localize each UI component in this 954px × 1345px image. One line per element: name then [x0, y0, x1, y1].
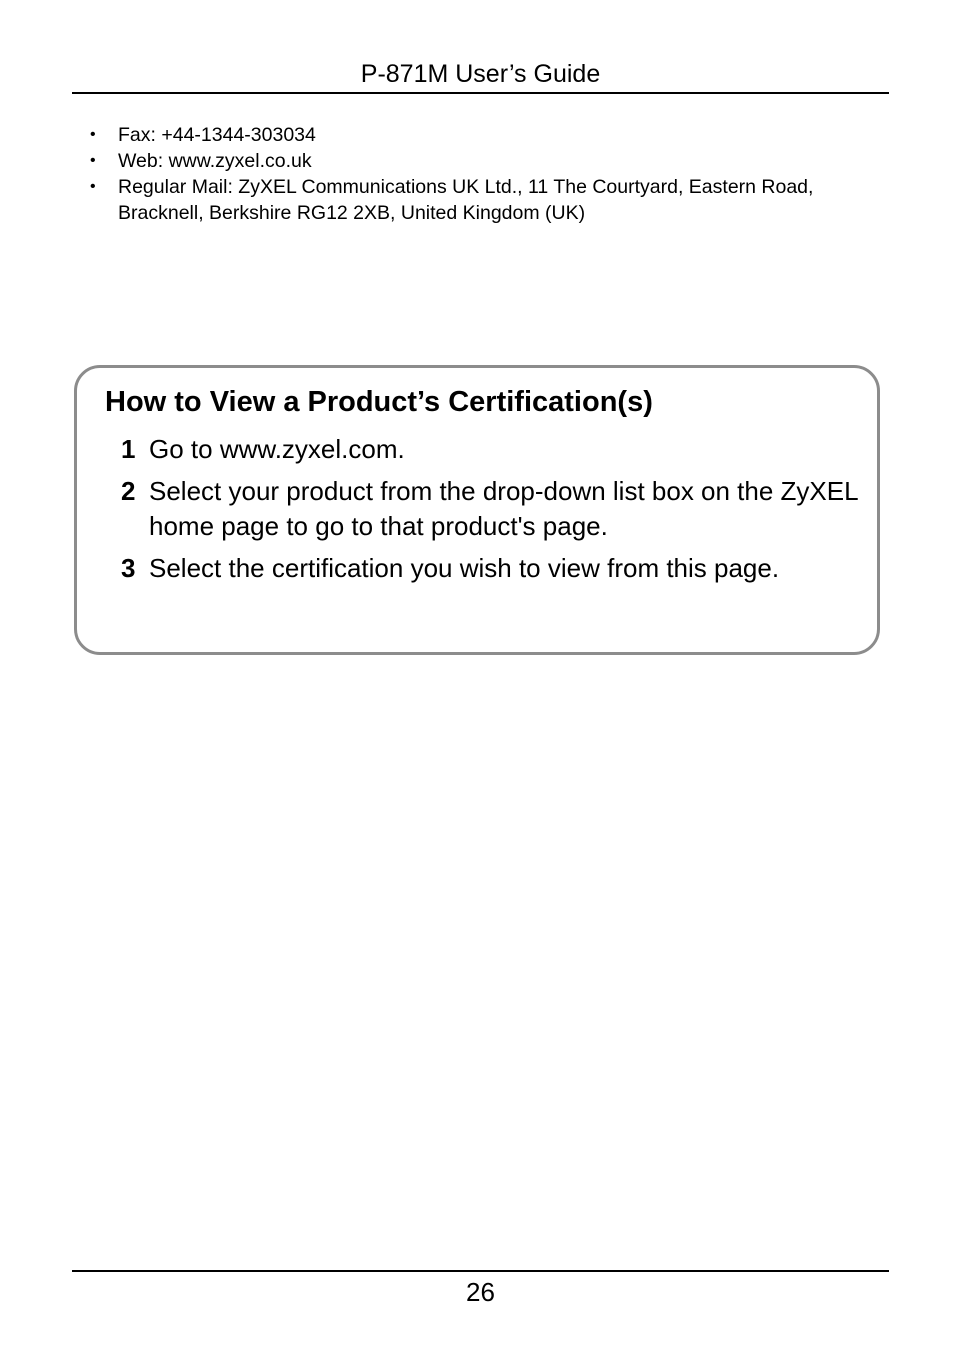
contact-fax: Fax: +44-1344-303034: [118, 124, 316, 146]
step-text: Go to www.zyxel.com.: [149, 434, 405, 464]
bullet-icon: •: [90, 178, 96, 195]
contact-list: [90, 122, 870, 226]
document-title: P-871M User’s Guide: [360, 60, 601, 88]
step-item: [121, 432, 861, 467]
list-item: [90, 148, 870, 174]
step-list: [121, 432, 861, 593]
step-number: 1: [121, 434, 136, 464]
certification-box-title: How to View a Product’s Certification(s): [105, 386, 653, 418]
list-item: [90, 122, 870, 148]
step-item: [121, 474, 861, 544]
step-number: 3: [121, 553, 136, 583]
certification-box: [74, 365, 880, 655]
step-number: 2: [121, 476, 136, 506]
step-text: Select your product from the drop-down list box on the ZyXEL home page to go to that product's page.: [149, 476, 858, 541]
contact-web: Web: www.zyxel.co.uk: [118, 150, 312, 172]
contact-mail: Regular Mail: ZyXEL Communications UK Ltd., 11 The Courtyard, Eastern Road, Bracknell, Berkshire RG12 2XB, United Kingdom (UK): [118, 176, 814, 224]
step-text: Select the certification you wish to view from this page.: [149, 553, 780, 583]
list-item: [90, 174, 870, 226]
bullet-icon: •: [90, 152, 96, 169]
page-header: [72, 56, 889, 94]
page-number: 26: [466, 1277, 495, 1307]
page-footer: [72, 1270, 889, 1310]
bullet-icon: •: [90, 126, 96, 143]
step-item: [121, 551, 861, 586]
